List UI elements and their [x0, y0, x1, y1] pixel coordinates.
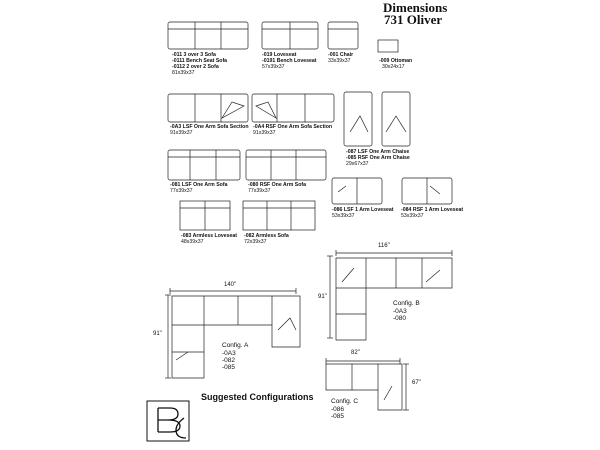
- raf-section-dims: 91x39x37: [253, 130, 276, 136]
- sofa-drawing: [168, 22, 248, 49]
- ottoman-label: -009 Ottoman: [379, 58, 413, 64]
- config-c-depth: 67": [412, 380, 421, 386]
- config-b-drawing: [327, 250, 452, 340]
- laf-section-dims: 91x39x37: [170, 130, 193, 136]
- laf-1arm-loveseat-label: -086 LSF 1 Arm Loveseat: [332, 207, 394, 213]
- armless-sofa-dims: 72x39x37: [244, 239, 267, 245]
- armless-sofa-drawing: [243, 201, 315, 230]
- loveseat-drawing: [262, 22, 318, 49]
- loveseat-label-1: -019 Loveseat: [262, 52, 297, 58]
- suggested-configurations-heading: Suggested Configurations: [201, 392, 314, 402]
- raf-section-label: -0A4 RSF One Arm Sofa Section: [253, 124, 333, 130]
- chair-dims: 33x39x37: [328, 58, 351, 64]
- ottoman-dims: 30x24x17: [382, 64, 405, 70]
- title-line-1: Dimensions: [383, 0, 448, 15]
- title-line-2: 731 Oliver: [384, 12, 443, 27]
- lsf-chaise-drawing: [344, 92, 372, 146]
- sofa-label-3: -0112 2 over 2 Sofa: [172, 64, 219, 70]
- config-c-code-2: -085: [331, 413, 345, 420]
- rsf-one-arm-sofa-dims: 77x39x37: [248, 188, 271, 194]
- armless-loveseat-drawing: [180, 201, 230, 230]
- armless-loveseat-label: -083 Armless Loveseat: [181, 233, 238, 239]
- loveseat-label-2: -0191 Bench Loveseat: [262, 58, 317, 64]
- armless-loveseat-dims: 48x39x37: [181, 239, 204, 245]
- sofa-label-2: -0111 Bench Seat Sofa: [172, 58, 228, 64]
- armless-sofa-label: -082 Armless Sofa: [244, 233, 289, 239]
- loveseat-dims: 57x39x37: [262, 64, 285, 70]
- rsf-one-arm-sofa-drawing: [246, 150, 326, 180]
- config-a-width: 140": [224, 282, 237, 288]
- laf-sofa-section-drawing: [168, 94, 248, 122]
- config-a-code-1: -0A3: [222, 350, 236, 357]
- lsf-one-arm-sofa-drawing: [168, 150, 240, 180]
- config-a-title: Config. A: [222, 342, 249, 349]
- config-b-depth: 91": [318, 294, 327, 300]
- brand-logo: [147, 401, 189, 441]
- raf-1arm-loveseat-drawing: [402, 178, 452, 204]
- chair-label: -001 Chair: [328, 52, 354, 58]
- config-a-code-2: -082: [222, 357, 236, 364]
- laf-section-label: -0A3 LSF One Arm Sofa Section: [170, 124, 249, 130]
- lsf-one-arm-sofa-label: -081 LSF One Arm Sofa: [170, 182, 228, 188]
- config-a-code-3: -085: [222, 364, 236, 371]
- sofa-dims: 81x39x37: [172, 70, 195, 76]
- laf-1arm-loveseat-dims: 53x39x37: [332, 213, 355, 219]
- raf-sofa-section-drawing: [252, 94, 334, 122]
- chair-drawing: [328, 22, 358, 49]
- config-b-title: Config. B: [393, 300, 420, 307]
- rsf-one-arm-sofa-label: -080 RSF One Arm Sofa: [248, 182, 307, 188]
- config-c-code-1: -086: [331, 406, 345, 413]
- sofa-label-1: -011 3 over 3 Sofa: [172, 52, 216, 58]
- config-a-depth: 91": [153, 331, 162, 337]
- config-c-title: Config. C: [331, 398, 359, 405]
- ottoman-drawing: [378, 40, 398, 52]
- raf-1arm-loveseat-dims: 53x39x37: [401, 213, 424, 219]
- laf-1arm-loveseat-drawing: [332, 178, 382, 204]
- config-b-code-1: -0A3: [393, 308, 407, 315]
- rsf-chaise-drawing: [382, 92, 410, 146]
- chaise-label-2: -085 RSF One Arm Chaise: [346, 155, 410, 161]
- config-b-width: 116": [378, 243, 390, 249]
- config-b-code-2: -080: [393, 315, 407, 322]
- chaise-label-1: -087 LSF One Arm Chaise: [346, 149, 410, 155]
- lsf-one-arm-sofa-dims: 77x39x37: [170, 188, 193, 194]
- raf-1arm-loveseat-label: -084 RSF 1 Arm Loveseat: [401, 207, 464, 213]
- config-c-width: 82": [351, 350, 360, 356]
- chaise-dims: 29x67x37: [346, 161, 369, 167]
